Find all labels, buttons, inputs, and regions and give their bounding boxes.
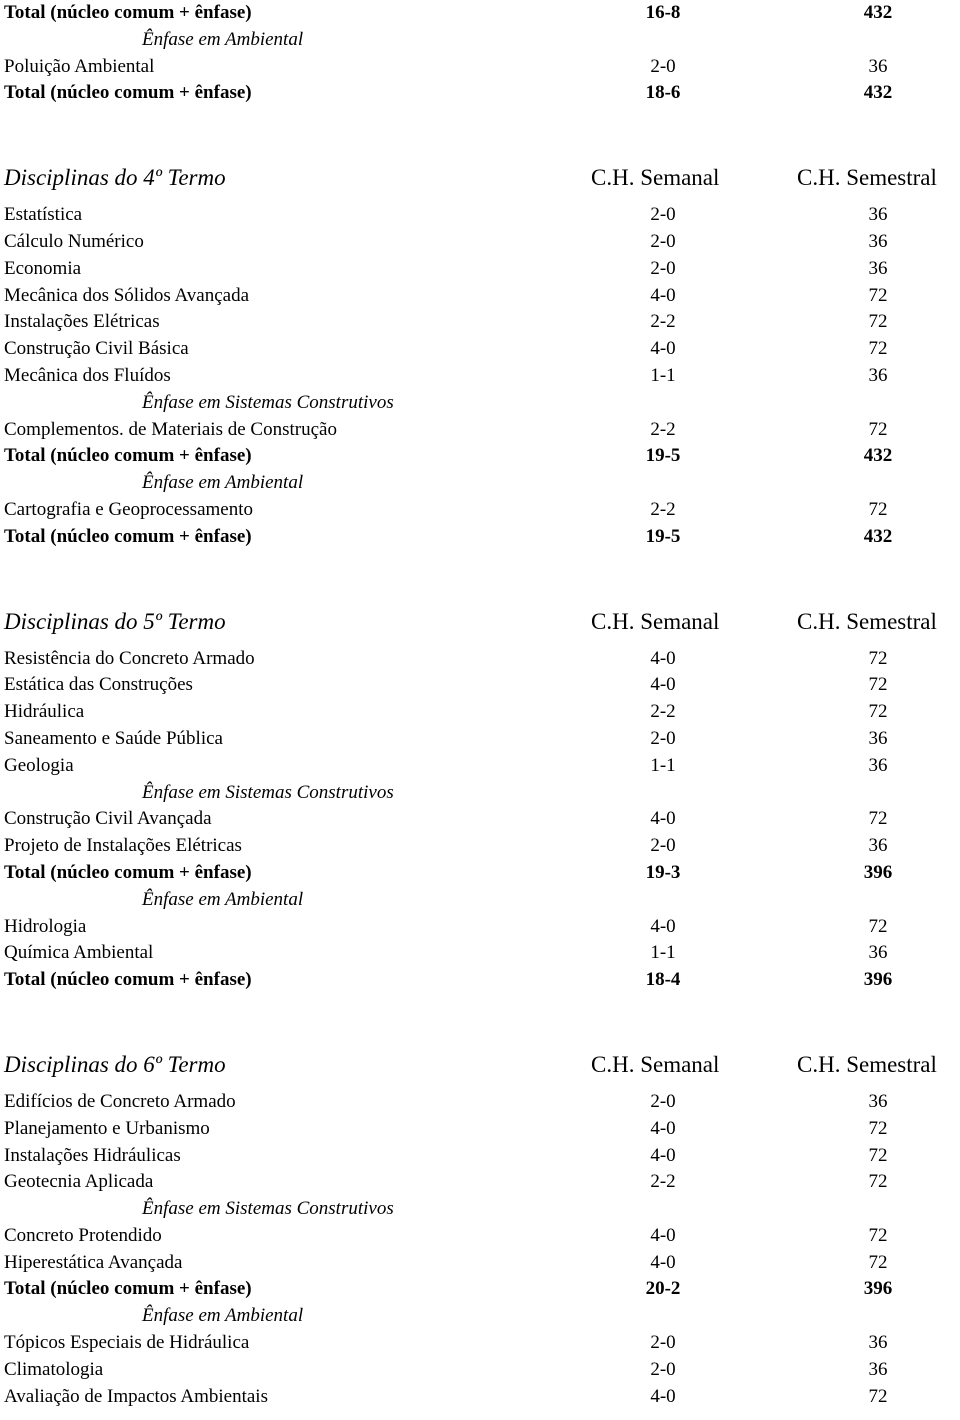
- weekly-hours: 4-0: [650, 338, 676, 360]
- weekly-hours: 4-0: [650, 1251, 676, 1273]
- discipline-name: Total (núcleo comum + ênfase): [4, 2, 252, 23]
- total-row: [0, 967, 960, 994]
- term-section: [0, 608, 960, 994]
- emphasis-heading: [0, 470, 960, 497]
- discipline-row: [0, 497, 960, 524]
- discipline-row: [0, 914, 960, 941]
- discipline-name: Hidráulica: [4, 701, 85, 723]
- discipline-row: [0, 1330, 960, 1357]
- semester-hours: 72: [868, 1251, 888, 1273]
- weekly-hours: 19-5: [645, 525, 681, 547]
- discipline-row: [0, 54, 960, 81]
- total-row: [0, 1276, 960, 1303]
- weekly-hours: 4-0: [650, 647, 676, 669]
- discipline-name: Construção Civil Básica: [4, 338, 189, 360]
- total-row: [0, 80, 960, 107]
- discipline-row: [0, 1357, 960, 1384]
- semester-hours: 36: [868, 257, 888, 279]
- semester-hours: 72: [868, 701, 888, 723]
- discipline-name: Total (núcleo comum + ênfase): [4, 969, 252, 991]
- weekly-hours: 2-0: [650, 1358, 676, 1380]
- discipline-name: Tópicos Especiais de Hidráulica: [4, 1332, 250, 1354]
- weekly-hours: 2-2: [650, 1171, 676, 1193]
- discipline-name: Geotecnia Aplicada: [4, 1171, 154, 1193]
- discipline-name: Poluição Ambiental: [4, 55, 155, 77]
- weekly-hours: 4-0: [650, 1117, 676, 1139]
- semester-hours: 72: [868, 1224, 888, 1246]
- discipline-name: Total (núcleo comum + ênfase): [4, 861, 252, 883]
- emphasis-heading: [0, 1303, 960, 1330]
- discipline-name: Complementos. de Materiais de Construção: [4, 418, 337, 440]
- emphasis-heading: [0, 1196, 960, 1223]
- semester-hours: 36: [868, 942, 888, 964]
- discipline-name: Avaliação de Impactos Ambientais: [4, 1385, 268, 1407]
- section-header: [0, 1051, 960, 1079]
- emphasis-label: Ênfase em Ambiental: [142, 472, 304, 494]
- discipline-row: [0, 699, 960, 726]
- weekly-hours: 1-1: [650, 364, 676, 386]
- semester-hours: 72: [868, 284, 888, 306]
- semester-hours: 432: [863, 2, 893, 23]
- discipline-row: [0, 1089, 960, 1116]
- weekly-hours: 19-3: [645, 861, 681, 883]
- weekly-hours: 2-2: [650, 311, 676, 333]
- discipline-name: Cálculo Numérico: [4, 230, 144, 252]
- discipline-row: [0, 1223, 960, 1250]
- discipline-row: [0, 1384, 960, 1411]
- semester-hours: 36: [868, 55, 888, 77]
- weekly-hours: 4-0: [650, 808, 676, 830]
- discipline-row: [0, 363, 960, 390]
- discipline-name: Total (núcleo comum + ênfase): [4, 82, 252, 104]
- discipline-row: [0, 753, 960, 780]
- discipline-row: [0, 256, 960, 283]
- weekly-hours: 18-6: [645, 82, 681, 104]
- semester-hours: 36: [868, 1090, 888, 1112]
- semester-hours: 72: [868, 311, 888, 333]
- section-title: Disciplinas do 4º Termo: [4, 165, 226, 191]
- semester-hours: 36: [868, 230, 888, 252]
- discipline-row: [0, 336, 960, 363]
- intro-block: [0, 0, 960, 107]
- emphasis-heading: [0, 780, 960, 807]
- weekly-hours: 2-0: [650, 204, 676, 226]
- weekly-hours: 2-2: [650, 701, 676, 723]
- weekly-hours: 4-0: [650, 284, 676, 306]
- weekly-hours: 4-0: [650, 1144, 676, 1166]
- discipline-name: Edifícios de Concreto Armado: [4, 1090, 236, 1112]
- discipline-name: Mecânica dos Sólidos Avançada: [4, 284, 249, 306]
- discipline-name: Mecânica dos Fluídos: [4, 364, 171, 386]
- emphasis-label: Ênfase em Sistemas Construtivos: [142, 781, 394, 803]
- weekly-hours: 4-0: [650, 1385, 676, 1407]
- discipline-name: Total (núcleo comum + ênfase): [4, 525, 252, 547]
- section-spacer: [0, 107, 960, 164]
- semester-hours: 36: [868, 727, 888, 749]
- semester-hours: 36: [868, 754, 888, 776]
- discipline-name: Química Ambiental: [4, 942, 154, 964]
- emphasis-label: Ênfase em Ambiental: [142, 888, 304, 910]
- discipline-name: Economia: [4, 257, 82, 279]
- section-spacer: [0, 551, 960, 608]
- weekly-hours: 4-0: [650, 674, 676, 696]
- discipline-name: Climatologia: [4, 1358, 104, 1380]
- section-title: Disciplinas do 6º Termo: [4, 1051, 226, 1077]
- semester-hours: 432: [863, 525, 893, 547]
- weekly-hours: 2-0: [650, 727, 676, 749]
- weekly-hours: 2-0: [650, 1332, 676, 1354]
- semester-hours: 72: [868, 1144, 888, 1166]
- discipline-name: Instalações Hidráulicas: [4, 1144, 181, 1166]
- semester-hours: 72: [868, 808, 888, 830]
- emphasis-label: Ênfase em Sistemas Construtivos: [142, 1198, 394, 1220]
- weekly-hours: 4-0: [650, 915, 676, 937]
- semester-hours: 36: [868, 204, 888, 226]
- emphasis-label: Ênfase em Ambiental: [142, 28, 304, 50]
- section-title: Disciplinas do 5º Termo: [4, 608, 226, 634]
- discipline-row: [0, 229, 960, 256]
- column-header-semester: C.H. Semestral: [797, 1051, 937, 1077]
- total-row: [0, 860, 960, 887]
- emphasis-label: Ênfase em Sistemas Construtivos: [142, 391, 394, 413]
- column-header-semester: C.H. Semestral: [797, 608, 937, 634]
- discipline-name: Construção Civil Avançada: [4, 808, 212, 830]
- discipline-row: [0, 672, 960, 699]
- total-row: [0, 0, 960, 27]
- discipline-name: Concreto Protendido: [4, 1224, 162, 1246]
- discipline-row: [0, 726, 960, 753]
- semester-hours: 72: [868, 915, 888, 937]
- discipline-name: Instalações Elétricas: [4, 311, 160, 333]
- column-header-semester: C.H. Semestral: [797, 165, 937, 191]
- semester-hours: 36: [868, 1358, 888, 1380]
- discipline-row: [0, 283, 960, 310]
- semester-hours: 72: [868, 647, 888, 669]
- discipline-name: Estatística: [4, 204, 83, 226]
- discipline-row: [0, 1169, 960, 1196]
- semester-hours: 396: [863, 969, 893, 991]
- term-section: [0, 1051, 960, 1411]
- weekly-hours: 1-1: [650, 754, 676, 776]
- weekly-hours: 19-5: [645, 445, 681, 467]
- discipline-row: [0, 833, 960, 860]
- discipline-name: Total (núcleo comum + ênfase): [4, 445, 252, 467]
- discipline-name: Geologia: [4, 754, 74, 776]
- semester-hours: 72: [868, 338, 888, 360]
- emphasis-heading: [0, 887, 960, 914]
- semester-hours: 36: [868, 835, 888, 857]
- sections-container: [0, 107, 960, 1410]
- discipline-row: [0, 1250, 960, 1277]
- term-section: [0, 164, 960, 550]
- discipline-row: [0, 940, 960, 967]
- semester-hours: 36: [868, 1332, 888, 1354]
- discipline-name: Projeto de Instalações Elétricas: [4, 835, 242, 857]
- discipline-name: Saneamento e Saúde Pública: [4, 727, 223, 749]
- semester-hours: 432: [863, 445, 893, 467]
- emphasis-heading: [0, 390, 960, 417]
- weekly-hours: 20-2: [645, 1278, 681, 1300]
- semester-hours: 36: [868, 364, 888, 386]
- discipline-row: [0, 1143, 960, 1170]
- weekly-hours: 4-0: [650, 1224, 676, 1246]
- emphasis-heading: [0, 27, 960, 54]
- semester-hours: 72: [868, 674, 888, 696]
- semester-hours: 396: [863, 861, 893, 883]
- semester-hours: 72: [868, 418, 888, 440]
- weekly-hours: 2-0: [650, 1090, 676, 1112]
- discipline-row: [0, 646, 960, 673]
- discipline-row: [0, 309, 960, 336]
- column-header-weekly: C.H. Semanal: [591, 608, 720, 634]
- semester-hours: 72: [868, 1385, 888, 1407]
- section-header: [0, 164, 960, 192]
- semester-hours: 396: [863, 1278, 893, 1300]
- weekly-hours: 2-2: [650, 418, 676, 440]
- weekly-hours: 2-0: [650, 257, 676, 279]
- weekly-hours: 18-4: [645, 969, 681, 991]
- weekly-hours: 2-0: [650, 230, 676, 252]
- section-spacer: [0, 994, 960, 1051]
- weekly-hours: 2-0: [650, 835, 676, 857]
- emphasis-label: Ênfase em Ambiental: [142, 1305, 304, 1327]
- discipline-name: Resistência do Concreto Armado: [4, 647, 255, 669]
- weekly-hours: 1-1: [650, 942, 676, 964]
- discipline-name: Planejamento e Urbanismo: [4, 1117, 210, 1139]
- discipline-row: [0, 417, 960, 444]
- column-header-weekly: C.H. Semanal: [591, 165, 720, 191]
- column-header-weekly: C.H. Semanal: [591, 1051, 720, 1077]
- discipline-row: [0, 202, 960, 229]
- weekly-hours: 2-0: [650, 55, 676, 77]
- weekly-hours: 16-8: [645, 2, 681, 23]
- semester-hours: 72: [868, 498, 888, 520]
- semester-hours: 72: [868, 1171, 888, 1193]
- discipline-name: Estática das Construções: [4, 674, 193, 696]
- section-header: [0, 608, 960, 636]
- weekly-hours: 2-2: [650, 498, 676, 520]
- discipline-name: Hidrologia: [4, 915, 87, 937]
- discipline-name: Total (núcleo comum + ênfase): [4, 1278, 252, 1300]
- total-row: [0, 524, 960, 551]
- semester-hours: 72: [868, 1117, 888, 1139]
- discipline-name: Hiperestática Avançada: [4, 1251, 183, 1273]
- discipline-row: [0, 806, 960, 833]
- discipline-name: Cartografia e Geoprocessamento: [4, 498, 254, 520]
- semester-hours: 432: [863, 82, 893, 104]
- total-row: [0, 443, 960, 470]
- discipline-row: [0, 1116, 960, 1143]
